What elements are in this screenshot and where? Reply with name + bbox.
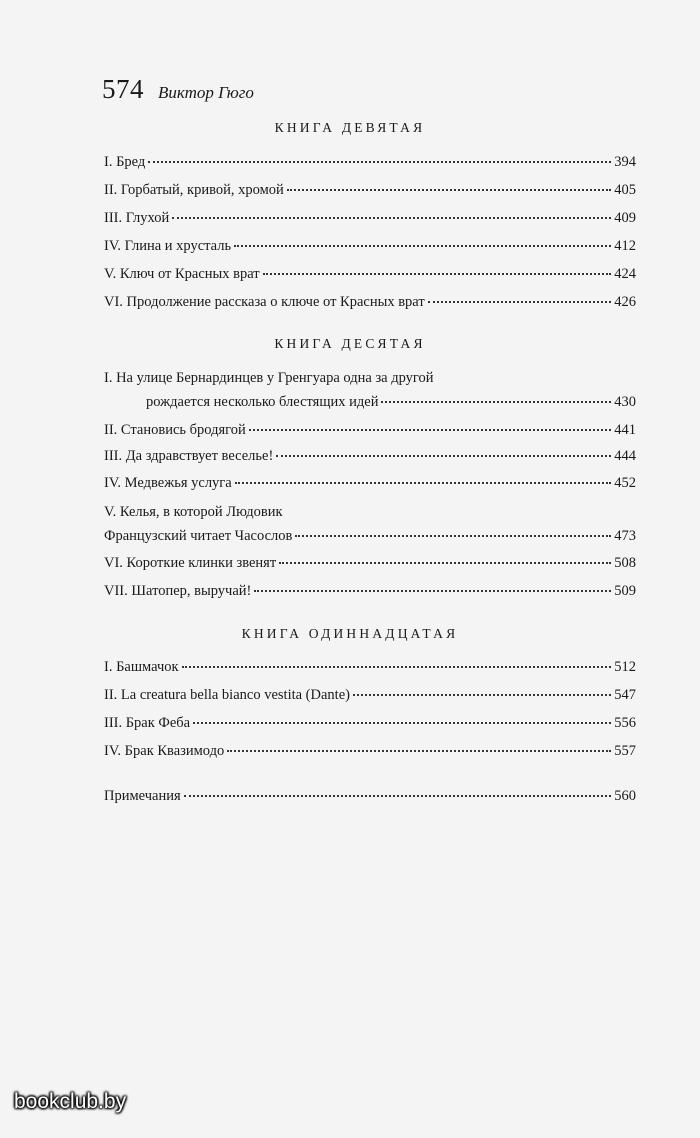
- toc-entry-title: VI. Продолжение рассказа о ключе от Красных врат: [104, 294, 425, 310]
- dot-leader: [279, 561, 611, 564]
- toc-entry-notes[interactable]: [104, 786, 636, 806]
- toc-entry-page: 430: [614, 394, 636, 410]
- toc-entry[interactable]: [104, 264, 636, 284]
- toc-entry[interactable]: [104, 180, 636, 200]
- dot-leader: [193, 721, 611, 724]
- toc-entry-title: IV. Медвежья услуга: [104, 475, 232, 491]
- dot-leader: [353, 693, 611, 696]
- toc-entry-page: 426: [614, 294, 636, 310]
- toc-entry-title: II. Горбатый, кривой, хромой: [104, 182, 284, 198]
- toc-entry-page: 452: [614, 475, 636, 491]
- dot-leader: [254, 589, 611, 592]
- toc-entry[interactable]: [104, 208, 636, 228]
- dot-leader: [381, 400, 611, 403]
- toc-entry[interactable]: [104, 553, 636, 573]
- toc-entry-title: I. Бред: [104, 154, 146, 170]
- toc-entry-title: VI. Короткие клинки звенят: [104, 555, 277, 571]
- dot-leader: [184, 794, 612, 797]
- toc-entry-title: VII. Шатопер, выручай!: [104, 583, 252, 599]
- toc-entry-title: I. Башмачок: [104, 659, 179, 675]
- dot-leader: [234, 244, 611, 247]
- toc-entry-first-line[interactable]: V. Келья, в которой Людовик: [104, 504, 283, 520]
- toc-entry-title: Примечания: [104, 788, 181, 804]
- toc-entry-page: 444: [614, 448, 636, 464]
- section-title-book-ten: КНИГА ДЕСЯТАЯ: [274, 336, 426, 351]
- toc-entry[interactable]: [104, 657, 636, 677]
- dot-leader: [148, 160, 611, 163]
- toc-entry-page: 508: [614, 555, 636, 571]
- toc-entry-page: 547: [614, 687, 636, 703]
- dot-leader: [287, 188, 611, 191]
- toc-entry-page: 509: [614, 583, 636, 599]
- dot-leader: [249, 428, 612, 431]
- section-title-book-eleven: КНИГА ОДИННАДЦАТАЯ: [241, 626, 459, 641]
- author-name: Виктор Гюго: [158, 83, 254, 102]
- dot-leader: [428, 300, 612, 303]
- toc-entry-title: V. Ключ от Красных врат: [104, 266, 260, 282]
- toc-entry-page: 560: [614, 788, 636, 804]
- dot-leader: [172, 216, 611, 219]
- page-number: 574: [102, 74, 144, 104]
- dot-leader: [227, 749, 611, 752]
- toc-entry-title: II. Становись бродягой: [104, 422, 246, 438]
- toc-entry-page: 512: [614, 659, 636, 675]
- dot-leader: [276, 454, 611, 457]
- toc-entry[interactable]: [104, 292, 636, 312]
- toc-entry[interactable]: [104, 420, 636, 440]
- running-head: [102, 74, 254, 105]
- toc-entry-title: III. Глухой: [104, 210, 170, 226]
- section-title-book-nine: КНИГА ДЕВЯТАЯ: [274, 120, 426, 135]
- toc-entry-title: Французский читает Часослов: [104, 528, 293, 544]
- toc-entry[interactable]: [104, 526, 636, 546]
- toc-entry-title: III. Брак Феба: [104, 715, 191, 731]
- dot-leader: [295, 534, 611, 537]
- toc-entry[interactable]: [104, 236, 636, 256]
- toc-entry-page: 405: [614, 182, 636, 198]
- dot-leader: [263, 272, 612, 275]
- toc-entry[interactable]: [104, 713, 636, 733]
- toc-entry-title: II. La creatura bella bianco vestita (Dante): [104, 687, 350, 703]
- toc-entry-title: IV. Брак Квазимодо: [104, 743, 225, 759]
- toc-entry-page: 412: [614, 238, 636, 254]
- toc-entry[interactable]: [104, 473, 636, 493]
- toc-entry[interactable]: [146, 392, 636, 412]
- toc-entry[interactable]: [104, 685, 636, 705]
- toc-entry[interactable]: [104, 741, 636, 761]
- toc-entry-title: IV. Глина и хрусталь: [104, 238, 232, 254]
- toc-entry-page: 557: [614, 743, 636, 759]
- toc-entry-first-line[interactable]: I. На улице Бернардинцев у Гренгуара одна за другой: [104, 370, 434, 386]
- toc-entry[interactable]: [104, 581, 636, 601]
- dot-leader: [235, 481, 612, 484]
- toc-entry-page: 441: [614, 422, 636, 438]
- toc-entry-page: 424: [614, 266, 636, 282]
- toc-entry[interactable]: [104, 152, 636, 172]
- toc-entry[interactable]: [104, 446, 636, 466]
- toc-entry-title: III. Да здравствует веселье!: [104, 448, 274, 464]
- toc-entry-page: 409: [614, 210, 636, 226]
- toc-entry-page: 556: [614, 715, 636, 731]
- toc-entry-page: 394: [614, 154, 636, 170]
- toc-entry-title: рождается несколько блестящих идей: [146, 394, 379, 410]
- toc-entry-page: 473: [614, 528, 636, 544]
- watermark: bookclub.by: [14, 1090, 127, 1113]
- dot-leader: [182, 665, 612, 668]
